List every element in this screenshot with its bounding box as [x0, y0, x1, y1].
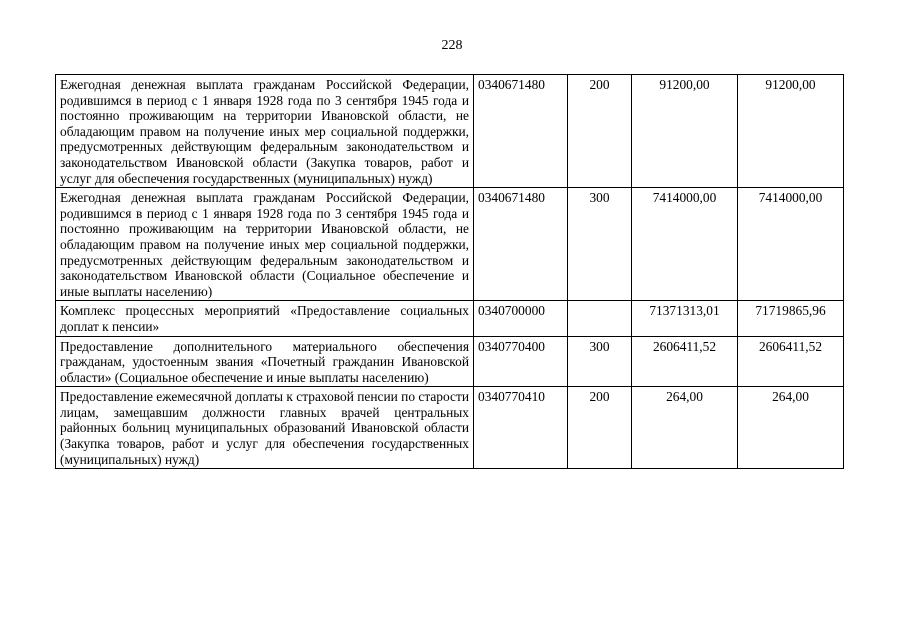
- row-amount-year1: 91200,00: [632, 75, 738, 188]
- table-row: [56, 188, 844, 301]
- row-amount-year1: 264,00: [632, 387, 738, 469]
- row-amount-year2: 7414000,00: [738, 188, 844, 301]
- budget-table: [55, 74, 844, 469]
- table-row: [56, 75, 844, 188]
- row-amount-year2: 264,00: [738, 387, 844, 469]
- row-target-code: 0340700000: [474, 301, 568, 336]
- row-description: Предоставление ежемесячной доплаты к страховой пенсии по старости лицам, замещавшим должности главных врачей центральных районных больниц муниципальных образований Ивановской области (Закупка товаров, работ и услуг для обеспечения государственных (муниципальных) нужд): [56, 387, 474, 469]
- row-target-code: 0340671480: [474, 75, 568, 188]
- row-amount-year2: 71719865,96: [738, 301, 844, 336]
- row-description: Предоставление дополнительного материального обеспечения гражданам, удостоенным звания «Почетный гражданин Ивановской области» (Социальное обеспечение и иные выплаты населению): [56, 336, 474, 387]
- row-target-code: 0340770410: [474, 387, 568, 469]
- row-expense-type: 300: [568, 336, 632, 387]
- row-amount-year1: 7414000,00: [632, 188, 738, 301]
- row-expense-type: 300: [568, 188, 632, 301]
- row-amount-year1: 2606411,52: [632, 336, 738, 387]
- row-description: Ежегодная денежная выплата гражданам Российской Федерации, родившимся в период с 1 января 1928 года по 3 сентября 1945 года и постоянно проживающим на территории Ивановской области, не обладающим правом на получение иных мер социальной поддержки, предусмотренных действующим федеральным законодательством и законодательством Ивановской области (Социальное обеспечение и иные выплаты населению): [56, 188, 474, 301]
- table-row: [56, 301, 844, 336]
- row-amount-year2: 2606411,52: [738, 336, 844, 387]
- row-amount-year1: 71371313,01: [632, 301, 738, 336]
- row-description: Ежегодная денежная выплата гражданам Российской Федерации, родившимся в период с 1 января 1928 года по 3 сентября 1945 года и постоянно проживающим на территории Ивановской области, не обладающим правом на получение иных мер социальной поддержки, предусмотренных действующим федеральным законодательством и законодательством Ивановской области (Закупка товаров, работ и услуг для обеспечения государственных (муниципальных) нужд): [56, 75, 474, 188]
- row-target-code: 0340770400: [474, 336, 568, 387]
- page-number: 228: [441, 38, 463, 53]
- table-row: [56, 387, 844, 469]
- row-target-code: 0340671480: [474, 188, 568, 301]
- row-amount-year2: 91200,00: [738, 75, 844, 188]
- row-expense-type: 200: [568, 75, 632, 188]
- row-expense-type: 200: [568, 387, 632, 469]
- row-expense-type: [568, 301, 632, 336]
- row-description: Комплекс процессных мероприятий «Предоставление социальных доплат к пенсии»: [56, 301, 474, 336]
- table-row: [56, 336, 844, 387]
